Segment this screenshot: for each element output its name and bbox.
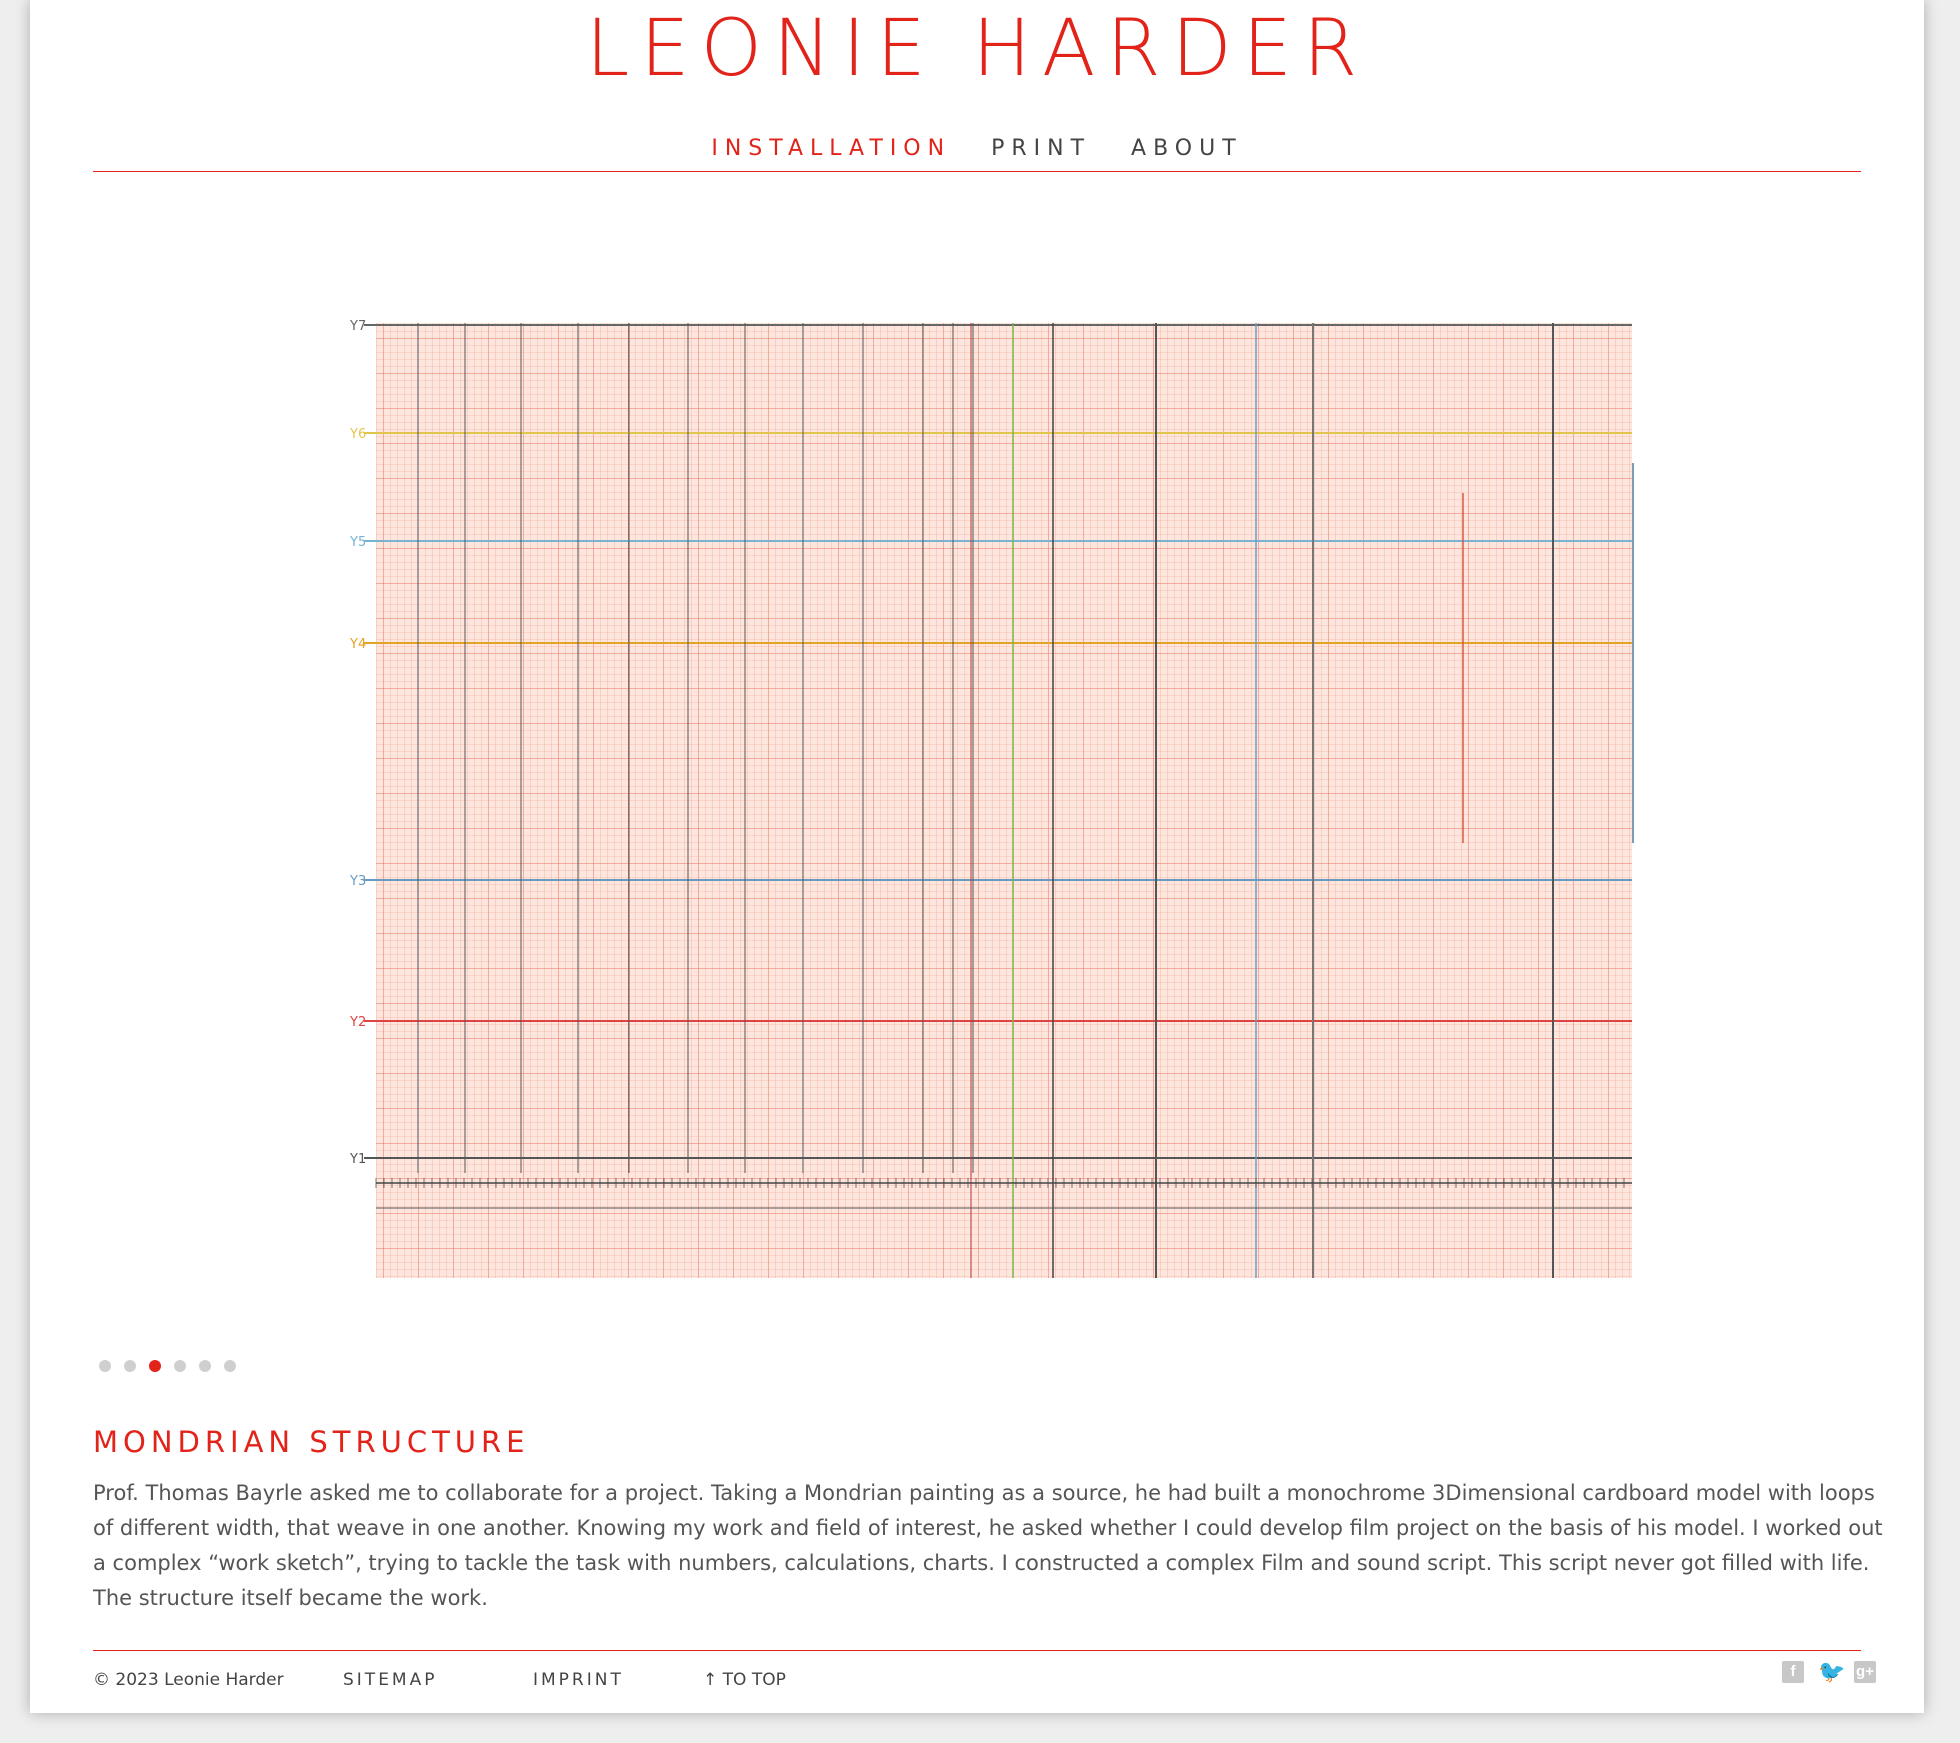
artwork-image bbox=[313, 303, 1688, 1288]
artwork-row-label: Y2 bbox=[350, 1015, 367, 1030]
artwork-row-label: Y5 bbox=[350, 535, 367, 550]
work-description: Prof. Thomas Bayrle asked me to collaborate for a project. Taking a Mondrian painting as a source, he had built a monochrome 3Dimensional cardboard model with loops of different width, that weave in one another. Knowing my work and field of interest, he asked whether I could develop film project on the basis of his model. I worked out a complex “work sketch”, trying to tackle the task with numbers, calculations, charts. I constructed a complex Film and sound script. This script never got filled with life. The structure itself became the work. bbox=[93, 1481, 1883, 1610]
slider-dot[interactable] bbox=[174, 1360, 186, 1372]
nav-item-installation[interactable]: INSTALLATION bbox=[711, 136, 952, 161]
page bbox=[30, 0, 1924, 1713]
arrow-up-icon: ↑ bbox=[703, 1670, 718, 1690]
artwork-row-label: Y3 bbox=[350, 874, 367, 889]
slider-dot[interactable] bbox=[99, 1360, 111, 1372]
main-nav bbox=[30, 134, 1924, 164]
to-top-link[interactable] bbox=[703, 1668, 786, 1692]
artwork-row-label: Y1 bbox=[350, 1152, 367, 1167]
facebook-icon[interactable]: f bbox=[1782, 1661, 1804, 1683]
twitter-icon[interactable]: 🐦 bbox=[1818, 1659, 1846, 1684]
header-divider bbox=[93, 171, 1861, 172]
artwork-row-label: Y7 bbox=[350, 319, 367, 334]
site-title[interactable]: LEONIE HARDER bbox=[585, 4, 1369, 94]
work-title: MONDRIAN STRUCTURE bbox=[93, 1425, 530, 1459]
slider-dot[interactable] bbox=[199, 1360, 211, 1372]
to-top-label: TO TOP bbox=[722, 1670, 786, 1690]
slider-pagination bbox=[99, 1360, 249, 1372]
nav-item-about[interactable]: ABOUT bbox=[1131, 136, 1243, 161]
nav-item-print[interactable]: PRINT bbox=[991, 136, 1092, 161]
copyright-text: © 2023 Leonie Harder bbox=[93, 1670, 284, 1690]
footer-divider bbox=[93, 1650, 1861, 1651]
slider-dot[interactable] bbox=[149, 1360, 161, 1372]
artwork-row-label: Y4 bbox=[350, 637, 367, 652]
slider-dot[interactable] bbox=[124, 1360, 136, 1372]
imprint-link[interactable]: IMPRINT bbox=[533, 1670, 624, 1690]
social-links bbox=[1768, 1661, 1876, 1683]
slider-dot[interactable] bbox=[224, 1360, 236, 1372]
google-plus-icon[interactable]: g+ bbox=[1854, 1661, 1876, 1683]
sitemap-link[interactable]: SITEMAP bbox=[343, 1670, 438, 1690]
artwork-row-label: Y6 bbox=[350, 427, 367, 442]
